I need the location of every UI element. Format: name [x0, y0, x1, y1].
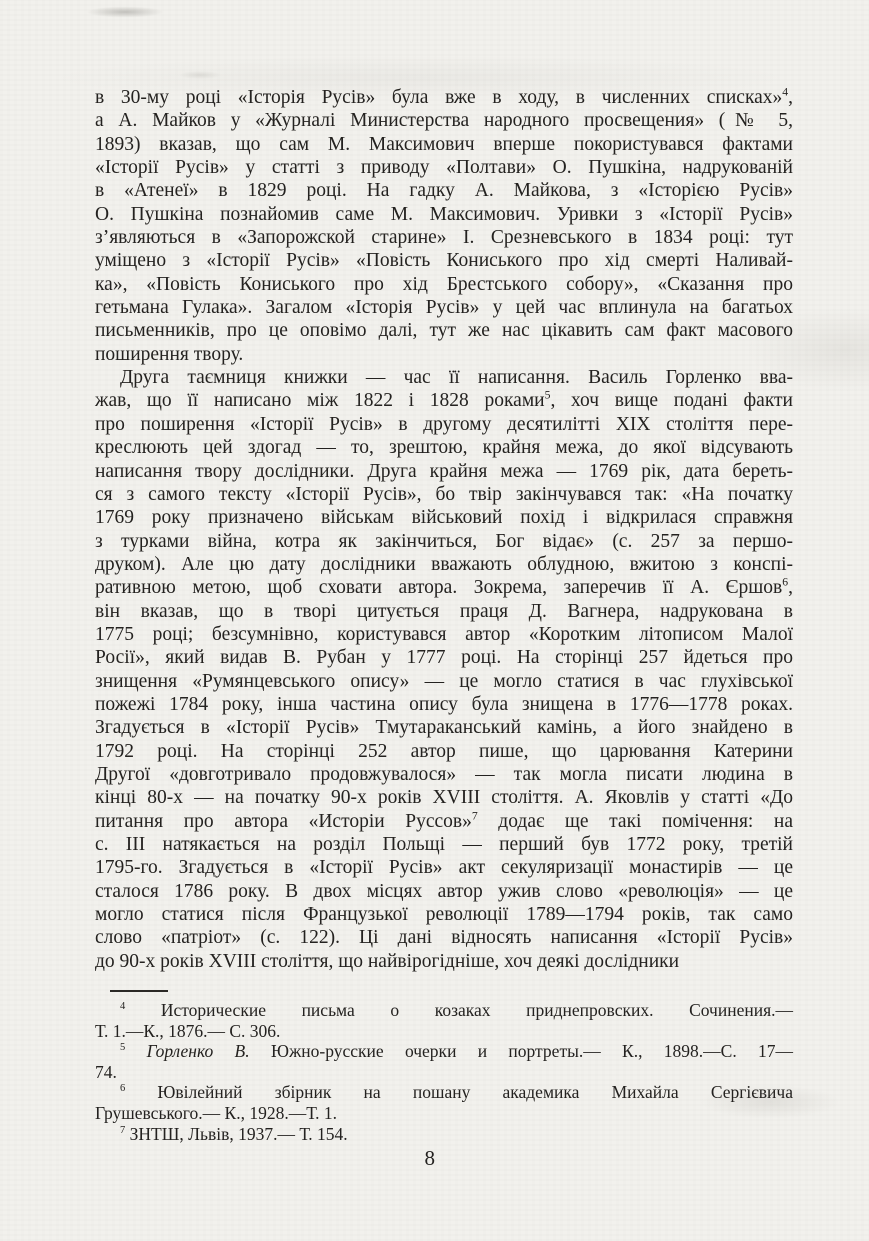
- text-segment: сталося 1786 року. В двох місцях автор ужив слово «революція» — це: [95, 880, 793, 902]
- text-segment: ся з самого тексту «Історії Русів», бо твір закінчувався так: «На початку: [95, 483, 793, 505]
- text-line: [95, 296, 793, 319]
- text-segment: Т. 1.—К., 1876.— С. 306.: [95, 1020, 281, 1041]
- footnote-ref: 4: [782, 85, 789, 99]
- text-segment: 1792 році. На сторінці 252 автор пише, що царювання Катерини: [95, 740, 793, 762]
- footnote-ref: 4: [120, 1001, 126, 1013]
- text-segment: ка», «Повість Кониського про хід Брестського собору», «Сказання про: [95, 273, 793, 295]
- paragraph: [95, 86, 793, 366]
- text-line: [95, 343, 793, 366]
- text-line: [95, 856, 793, 879]
- text-segment: ,: [788, 577, 793, 599]
- footnote-ref: 7: [471, 809, 478, 823]
- text-line: [95, 413, 793, 436]
- text-line: [95, 1082, 793, 1103]
- text-segment: додає ще такі помічення: на: [477, 810, 793, 832]
- text-segment: Исторические письма о козаках приднепровских. Сочинения.—: [125, 1000, 793, 1020]
- footnotes: [95, 1000, 793, 1144]
- text-segment: уміщено з «Історії Русів» «Повість Кониського про хід смерті Наливай-: [95, 250, 793, 272]
- text-segment: 1769 року призначено військам військовий похід і відкрилася справжня: [95, 507, 793, 529]
- footnote-ref: 5: [544, 388, 551, 402]
- text-segment: могло статися після Французької революції 1789—1794 років, так само: [95, 904, 793, 926]
- footnote-separator: [110, 990, 168, 992]
- text-line: [95, 249, 793, 272]
- text-line: [95, 530, 793, 553]
- text-segment: Росії», який видав В. Рубан у 1777 році. На сторінці 257 йдеться про: [95, 647, 793, 669]
- text-line: [95, 1000, 793, 1021]
- text-line: [95, 763, 793, 786]
- page-number: 8: [424, 1146, 436, 1170]
- footnote-ref: 7: [120, 1124, 126, 1136]
- text-segment: до 90-х років XVIII століття, що найвірогідніше, хоч деякі дослідники: [95, 950, 680, 972]
- text-line: [95, 646, 793, 669]
- text-line: [95, 1062, 793, 1083]
- text-segment: Ювілейний збірник на пошану академика Михайла Сергієвича: [125, 1082, 793, 1103]
- text-segment: в 30-му році «Історія Русів» була вже в ходу, в численних списках»: [95, 87, 783, 108]
- text-line: [95, 880, 793, 903]
- text-line: [95, 833, 793, 856]
- text-segment: Друга таємниця книжки — час її написання. Василь Горленко вва-: [120, 367, 793, 389]
- footnote-ref: 6: [120, 1083, 126, 1095]
- text-segment: написання твору дослідники. Друга крайня межа — 1769 рік, дата береть-: [95, 460, 793, 482]
- text-segment: «Історії Русів» у статті з приводу «Полтави» О. Пушкіна, надрукованій: [95, 157, 793, 179]
- text-line: [95, 623, 793, 646]
- body-text: [95, 86, 793, 973]
- italic-text: Горленко В.: [146, 1041, 250, 1062]
- text-segment: слово «патріот» (с. 122). Ці дані відносять написання «Історії Русів»: [95, 927, 793, 949]
- text-segment: , хоч вище подані факти: [550, 390, 793, 412]
- text-line: [95, 389, 793, 412]
- text-segment: кінці 80-х — на початку 90-х років XVIII століття. А. Яковлів у статті «До: [95, 787, 793, 809]
- text-segment: Згадується в «Історії Русів» Тмутараканський камінь, а його знайдено в: [95, 717, 793, 739]
- text-line: [95, 203, 793, 226]
- text-segment: знищення «Румянцевського опису» — це могло статися в час глухівської: [95, 670, 793, 692]
- text-line: [95, 1124, 793, 1145]
- text-line: [95, 133, 793, 156]
- text-line: [95, 1041, 793, 1062]
- text-line: [95, 810, 793, 833]
- text-segment: креслюють цей здогад — то, зрештою, крайня межа, до якої відсувають: [95, 437, 793, 459]
- text-segment: гетьмана Гулака». Загалом «Історія Русів» у цей час вплинула на багатьох: [95, 297, 793, 319]
- text-segment: а А. Майков у «Журналі Министерства народного просвещения» (№ 5,: [95, 110, 793, 132]
- text-segment: в «Атенеї» в 1829 році. На гадку А. Майкова, з «Історією Русів»: [95, 180, 793, 202]
- text-line: [95, 366, 793, 389]
- text-segment: пожежі 1784 року, інша частина опису була знищена в 1776—1778 роках.: [95, 693, 793, 715]
- text-line: [95, 926, 793, 949]
- text-line: [95, 693, 793, 716]
- text-segment: 1893) вказав, що сам М. Максимович вперше покористувався фактами: [95, 133, 793, 155]
- text-segment: про поширення «Історії Русів» в другому десятилітті XIX століття пере-: [95, 413, 793, 435]
- text-line: [95, 740, 793, 763]
- text-segment: О. Пушкіна познайомив саме М. Максимович. Уривки з «Історії Русів»: [95, 203, 793, 225]
- text-segment: письменників, про це оповімо далі, тут же нас цікавить сам факт масового: [95, 320, 793, 342]
- text-line: [95, 553, 793, 576]
- text-segment: Южно-русские очерки и портреты.— К., 1898.—С. 17—: [249, 1041, 794, 1062]
- text-segment: з’являються в «Запорожской старине» І. Срезневського в 1834 році: тут: [95, 227, 793, 249]
- text-segment: поширення твору.: [95, 343, 244, 365]
- text-line: [95, 600, 793, 623]
- text-segment: питання про автора «Исторіи Руссов»: [95, 810, 472, 832]
- text-segment: жав, що її написано між 1822 і 1828 роками: [95, 390, 545, 412]
- footnote-ref: 6: [782, 575, 789, 589]
- text-line: [95, 436, 793, 459]
- text-segment: ративною метою, щоб сховати автора. Зокрема, заперечив її А. Єршов: [95, 577, 783, 599]
- text-line: [95, 576, 793, 599]
- text-segment: з турками війна, котра як закінчиться, Бог відає» (с. 257 за першо-: [95, 530, 793, 552]
- paragraph: [95, 366, 793, 973]
- text-segment: він вказав, що в творі цитується праця Д. Вагнера, надрукована в: [95, 600, 793, 622]
- text-line: [95, 179, 793, 202]
- text-segment: 1795-го. Згадується в «Історії Русів» акт секуляризації монастирів — це: [95, 857, 793, 879]
- text-segment: ,: [788, 87, 793, 108]
- footnote-ref: 5: [120, 1042, 126, 1054]
- text-segment: [125, 1041, 146, 1061]
- text-line: [95, 109, 793, 132]
- text-line: [95, 786, 793, 809]
- text-segment: друком). Але цю дату дослідники вважають облудною, вжитою з конспі-: [95, 553, 793, 575]
- text-line: [95, 716, 793, 739]
- text-line: [95, 460, 793, 483]
- text-segment: Грушевського.— К., 1928.—Т. 1.: [95, 1102, 338, 1123]
- text-segment: 74.: [95, 1061, 117, 1082]
- text-line: [95, 483, 793, 506]
- text-segment: ЗНТШ, Львів, 1937.— Т. 154.: [125, 1123, 348, 1144]
- text-line: [95, 86, 793, 109]
- text-line: [95, 156, 793, 179]
- text-segment: с. III натякається на розділ Польщі — перший був 1772 року, третій: [95, 834, 793, 855]
- text-line: [95, 506, 793, 529]
- text-line: [95, 226, 793, 249]
- text-line: [95, 950, 793, 973]
- text-segment: 1775 році; безсумнівно, користувався автор «Коротким літописом Малої: [95, 623, 793, 645]
- text-line: [95, 903, 793, 926]
- text-line: [95, 319, 793, 342]
- text-segment: Другої «довготривало продовжувалося» — так могла писати людина в: [95, 763, 793, 785]
- text-line: [95, 1021, 793, 1042]
- text-line: [95, 1103, 793, 1124]
- text-line: [95, 670, 793, 693]
- text-line: [95, 273, 793, 296]
